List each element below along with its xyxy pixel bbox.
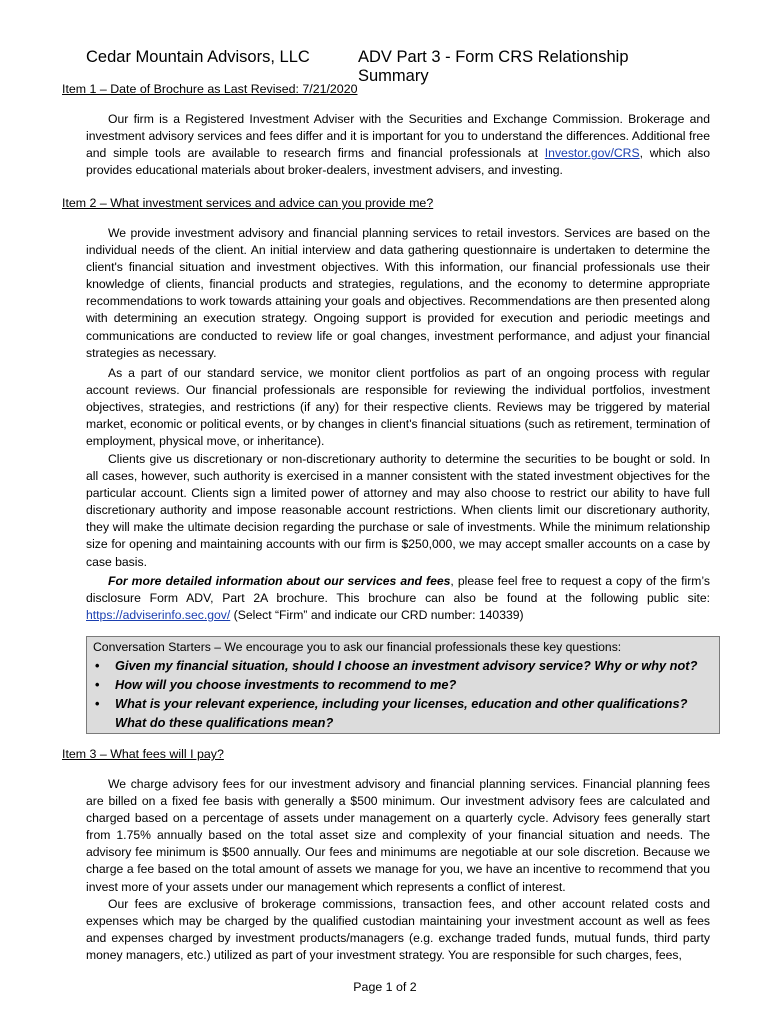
item2-paragraph-4: For more detailed information about our services and fees, please feel free to request a copy of the firm’s disclosure Form ADV, Part 2A brochure. This brochure can also be found at the following public site: https://adviserinfo.sec.gov/ (Select “Firm” and indicate our CRD number: 140339) bbox=[86, 574, 711, 623]
investor-gov-link[interactable]: Investor.gov/CRS bbox=[544, 146, 640, 161]
item3-paragraph-2: Our fees are exclusive of brokerage commissions, transaction fees, and other account related costs and expenses which may be charged by the qualified custodian maintaining your investment account as well as fees and expenses charged by investment products/managers (e.g. exchange traded funds, mutual funds, third party money managers, etc.) utilized as part of your investment strategy. You are responsible for such charges, fees, bbox=[86, 897, 710, 963]
bullet-icon: • bbox=[95, 677, 100, 692]
question-item: • How will you choose investments to recommend to me? bbox=[95, 677, 457, 692]
question-item: • Given my financial situation, should I choose an investment advisory service? Why or why not? bbox=[95, 658, 698, 673]
document-header bbox=[86, 48, 696, 85]
conversation-intro: Conversation Starters – We encourage you to ask our financial professionals these key questions: bbox=[93, 640, 622, 654]
item2-heading: Item 2 – What investment services and advice can you provide me? bbox=[62, 196, 434, 210]
question-list bbox=[93, 656, 713, 732]
page-number: Page 1 of 2 bbox=[353, 980, 417, 994]
adviserinfo-link[interactable]: https://adviserinfo.sec.gov/ bbox=[86, 608, 231, 623]
item2-paragraph-2: As a part of our standard service, we monitor client portfolios as part of an ongoing process with regular account reviews. Our financial professionals are responsible for reviewing the individual portfolios, investment objectives, strategies, and restrictions (if any) for their respective clients. Reviews may be triggered by material market, economic or political events, or by changes in client's financial situations (such as retirement, termination of employment, physical move, or inheritance). bbox=[86, 366, 710, 449]
company-name: Cedar Mountain Advisors, LLC bbox=[86, 48, 310, 66]
item1-heading: Item 1 – Date of Brochure as Last Revised: 7/21/2020 bbox=[62, 82, 358, 96]
conversation-starters-box bbox=[86, 636, 720, 734]
bullet-icon: • bbox=[95, 696, 100, 711]
item3-paragraph-1: We charge advisory fees for our investment advisory and financial planning services. Financial planning fees are billed on a fixed fee basis with generally a $500 minimum. Our investment advisory fees are calculated and charged based on a percentage of assets under management on a quarterly cycle. Advisory fees generally start from 1.75% annually based on the total asset size and complexity of your financial situation and needs. The advisory fee minimum is $500 annually. Our fees and minimums are negotiable at our sole discretion. Because we charge a fee based on the total amount of assets we manage for you, we have an incentive to recommend that you invest more of your assets under our management which represents a conflict of interest. bbox=[86, 777, 710, 894]
bullet-icon: • bbox=[95, 658, 100, 673]
question-item: • What is your relevant experience, including your licenses, education and other qualifications? What do these qualifications mean? bbox=[95, 696, 688, 730]
item3-heading: Item 3 – What fees will I pay? bbox=[62, 747, 224, 761]
item2-paragraph-3: Clients give us discretionary or non-discretionary authority to determine the securities to be bought or sold. In all cases, however, such authority is exercised in a manner consistent with the stated investment objectives for the particular account. Clients sign a limited power of attorney and may also choose to restrict our ability to have full discretionary authority and impose reasonable account restrictions. When clients limit our discretionary authority, they will make the ultimate decision regarding the purchase or sale of investments. While the minimum relationship size for opening and maintaining accounts with our firm is $250,000, we may accept smaller accounts on a case by case basis. bbox=[86, 452, 710, 569]
item1-paragraph: Our firm is a Registered Investment Adviser with the Securities and Exchange Commission. Brokerage and investment advisory services and fees differ and it is important for you to understand the differences. Additional free and simple tools are available to research firms and financial professionals at Investor.gov/CRS, which also provides educational materials about broker-dealers, investment advisers, and investing. bbox=[86, 112, 710, 178]
document-title: ADV Part 3 - Form CRS Relationship Summary bbox=[358, 48, 629, 85]
item2-paragraph-1: We provide investment advisory and financial planning services to retail investors. Services are based on the individual needs of the client. An initial interview and data gathering questionnaire is undertaken to determine the client's financial situation and investment objectives. With this information, our financial professionals use their knowledge of clients, financial products and strategies, regulations, and the economy to determine appropriate recommendations to work towards attaining your goals and objectives. Recommendations are then presented along with determining an execution strategy. Ongoing support is provided for execution and periodic meetings and communications are conducted to review life or goal changes, investment performance, and adjust your financial strategies as necessary. bbox=[86, 226, 710, 360]
